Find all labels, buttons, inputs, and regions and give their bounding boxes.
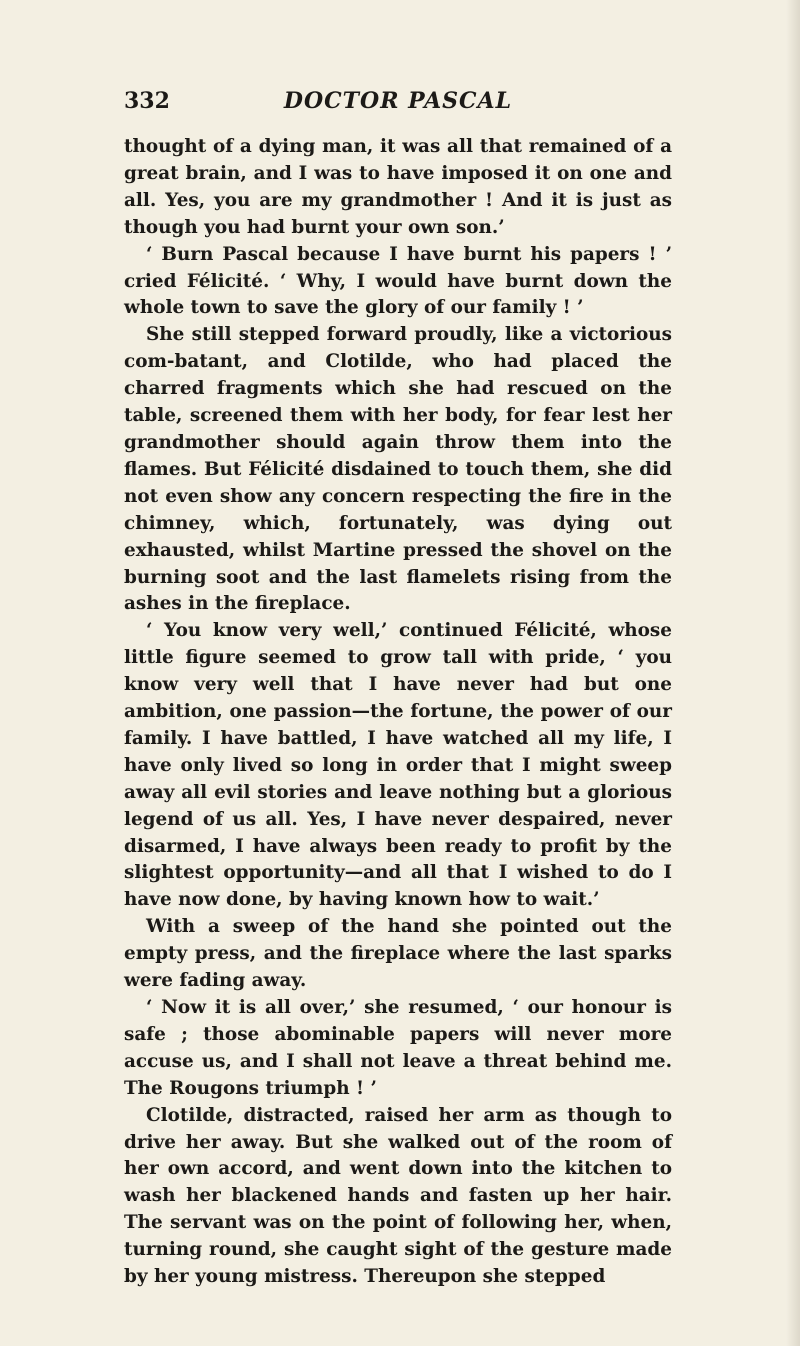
paragraph-3: She still stepped forward proudly, like a victorious com-batant, and Clotilde, who had placed the charred fragments which she had rescued on the table, screened them with her body, for fear lest her grandmother should again throw them into the flames. But Félicité disdained to touch them, she did not even show any concern respecting the fire in the chimney, which, fortunately, was dying out exhausted, whilst Martine pressed the shovel on the burning soot and the last flamelets rising from the ashes in the fireplace. <box>124 324 672 615</box>
paragraph-7: Clotilde, distracted, raised her arm as though to drive her away. But she walked out of the room of her own accord, and went down into the kitchen to wash her blackened hands and fasten up her hair. The servant was on the point of following her, when, turning round, she caught sight of the gesture made by her young mistress. Thereupon she stepped <box>124 1104 672 1288</box>
body-text <box>124 134 672 1291</box>
paragraph-5: With a sweep of the hand she pointed out the empty press, and the fireplace where the last sparks were fading away. <box>124 916 672 992</box>
paragraph-4: ‘ You know very well,’ continued Félicité, whose little figure seemed to grow tall with pride, ‘ you know very well that I have never had but one ambition, one passion—the fortune, the power of our family. I have battled, I have watched all my life, I have only lived so long in order that I might sweep away all evil stories and leave nothing but a glorious legend of us all. Yes, I have never despaired, never disarmed, I have always been ready to profit by the slightest opportunity—and all that I wished to do I have now done, by having known how to wait.’ <box>124 620 672 911</box>
paragraph-1: thought of a dying man, it was all that remained of a great brain, and I was to have imposed it on one and all. Yes, you are my grandmother ! And it is just as though you had burnt your own son.’ <box>124 136 672 238</box>
paragraph-2: ‘ Burn Pascal because I have burnt his papers ! ’ cried Félicité. ‘ Why, I would have burnt down the whole town to save the glory of our family ! ’ <box>124 243 672 319</box>
page-edge-shadow <box>786 0 800 1346</box>
paragraph-6: ‘ Now it is all over,’ she resumed, ‘ our honour is safe ; those abominable papers will never more accuse us, and I shall not leave a threat behind me. The Rougons triumph ! ’ <box>124 997 672 1099</box>
running-title: DOCTOR PASCAL <box>283 88 513 114</box>
running-header <box>124 88 672 118</box>
page-number: 332 <box>124 88 170 114</box>
